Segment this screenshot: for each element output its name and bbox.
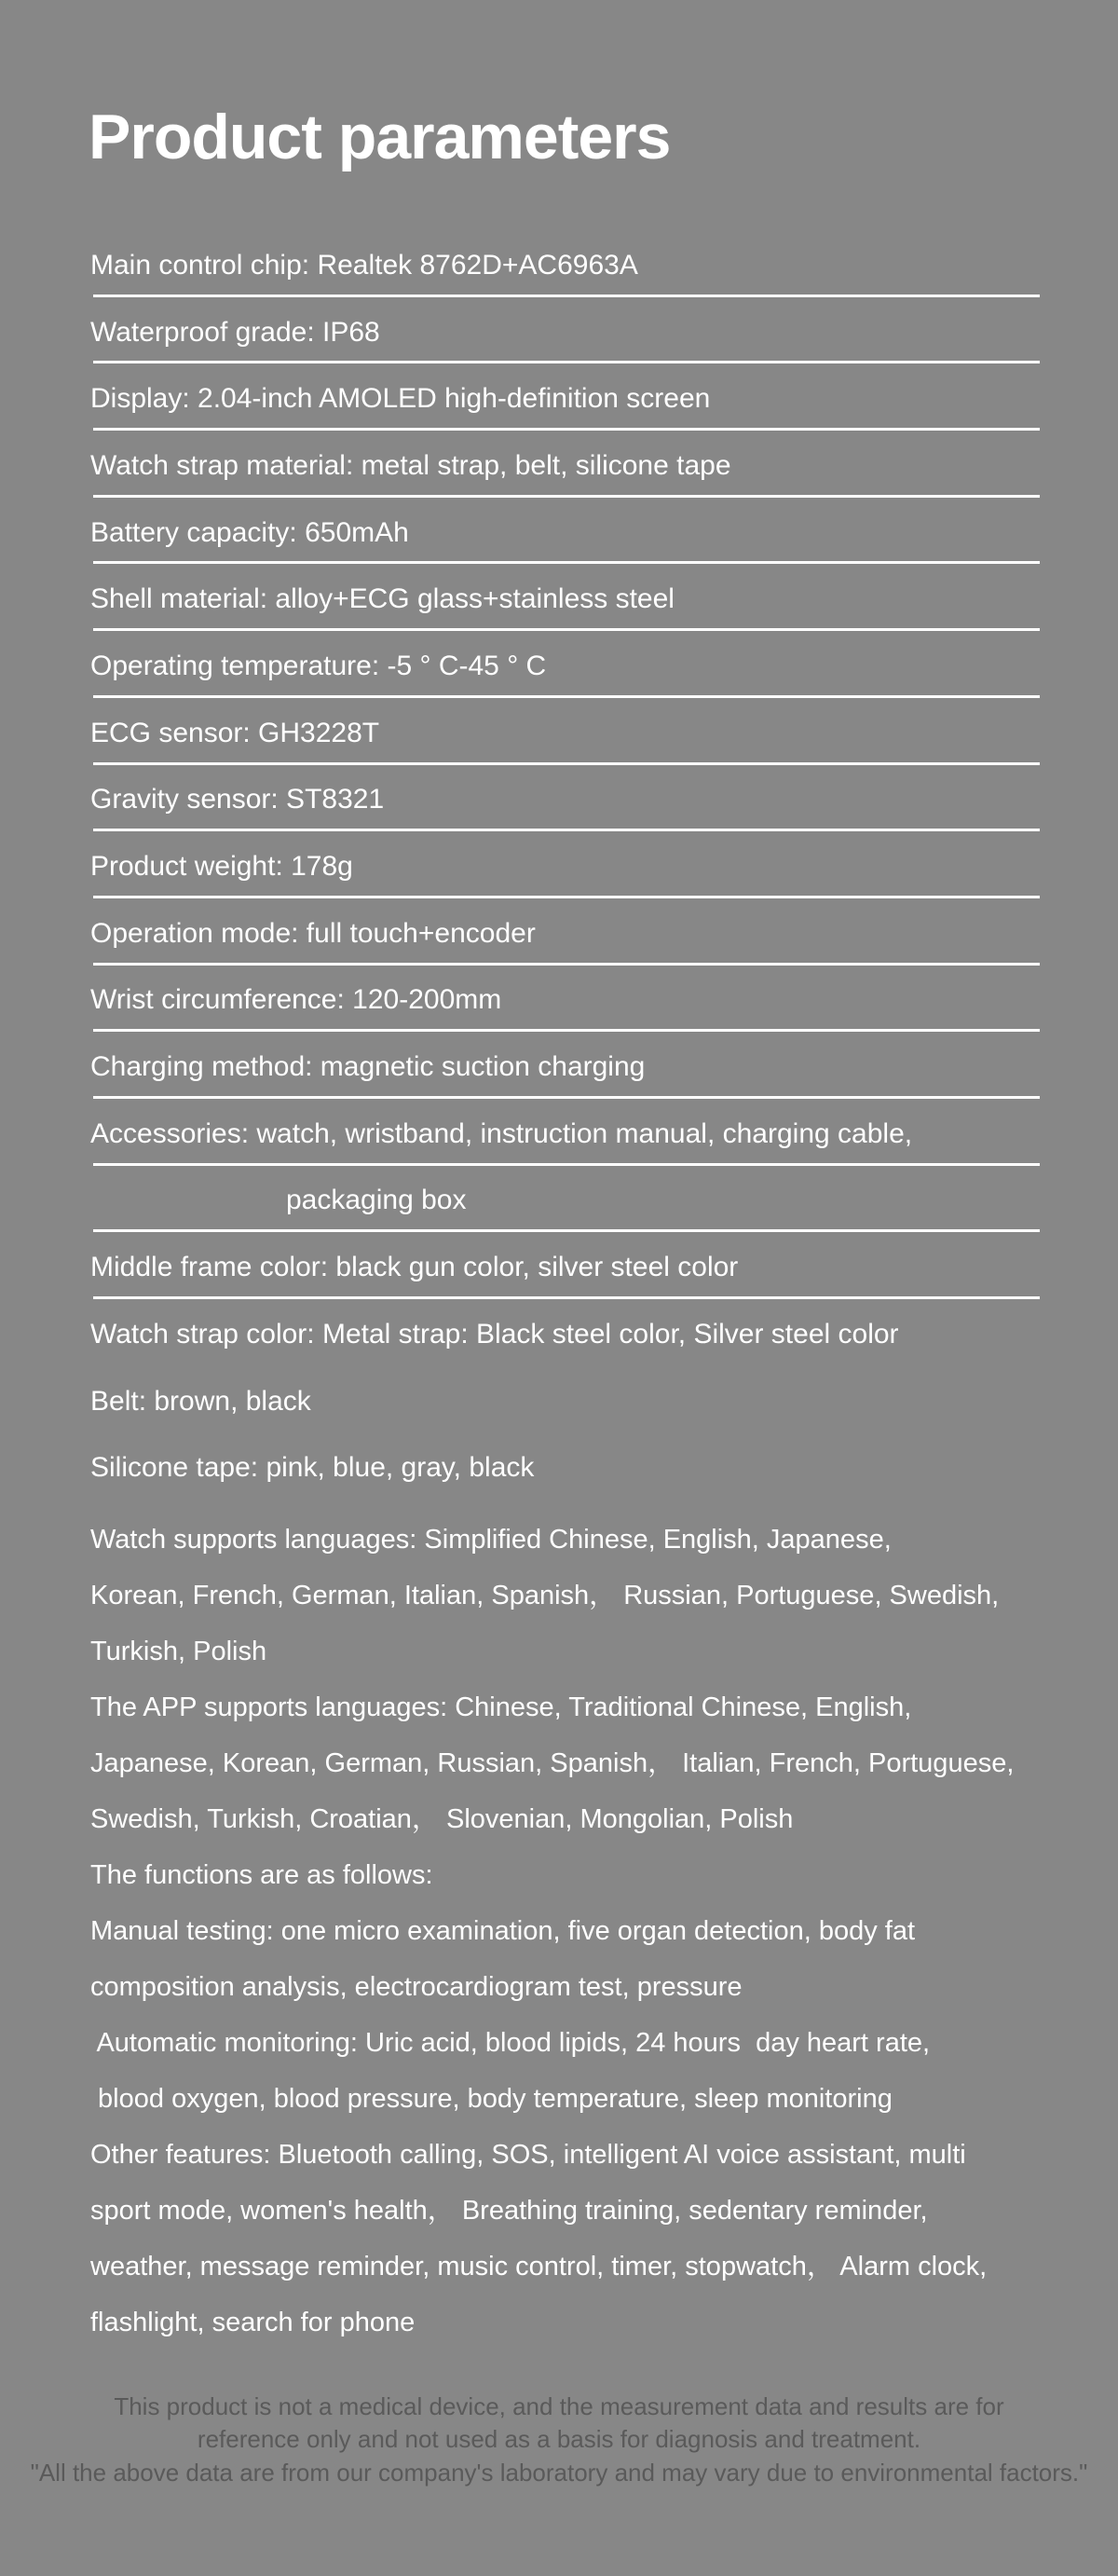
- divider-line: [93, 1029, 1040, 1032]
- spec-text: ECG sensor: GH3228T: [90, 717, 380, 748]
- spec-row: [0, 232, 1118, 299]
- spec-text: Battery capacity: 650mAh: [90, 516, 409, 548]
- spec-text: Silicone tape: pink, blue, gray, black: [90, 1452, 535, 1484]
- spec-text: Operation mode: full touch+encoder: [90, 917, 536, 949]
- spec-text: Shell material: alloy+ECG glass+stainless steel: [90, 583, 675, 615]
- spec-row: [0, 767, 1118, 834]
- divider-line: [93, 1296, 1040, 1299]
- divider-line: [93, 896, 1040, 898]
- spec-row: [0, 1101, 1118, 1168]
- divider-line: [93, 361, 1040, 363]
- disclaimer-block: [0, 2391, 1118, 2489]
- spec-row: [0, 700, 1118, 767]
- detail-line: Automatic monitoring: Uric acid, blood lipids, 24 hours day heart rate,: [90, 2028, 931, 2058]
- divider-line: [93, 963, 1040, 966]
- spec-text: Watch strap color: Metal strap: Black steel color, Silver steel color: [90, 1318, 899, 1350]
- spec-row: [0, 299, 1118, 366]
- divider-line: [93, 762, 1040, 765]
- spec-row: [0, 1301, 1118, 1368]
- spec-text: Middle frame color: black gun color, silver steel color: [90, 1252, 739, 1283]
- divider-line: [93, 1229, 1040, 1232]
- spec-row: [0, 633, 1118, 700]
- spec-row: [0, 1234, 1118, 1301]
- spec-row: [0, 1034, 1118, 1101]
- spec-text: packaging box: [286, 1185, 467, 1216]
- detail-line: Other features: Bluetooth calling, SOS, intelligent AI voice assistant, multi: [90, 2140, 966, 2170]
- spec-row: [0, 1434, 1118, 1501]
- divider-line: [93, 695, 1040, 698]
- divider-line: [93, 1163, 1040, 1166]
- spec-row: [0, 900, 1118, 967]
- spec-row: [0, 1368, 1118, 1435]
- spec-text: Display: 2.04-inch AMOLED high-definition screen: [90, 383, 711, 415]
- detail-line: The functions are as follows:: [90, 1860, 433, 1890]
- detail-line: Korean, French, German, Italian, Spanish， Russian, Portuguese, Swedish,: [90, 1581, 1000, 1610]
- disclaimer-line: reference only and not used as a basis for diagnosis and treatment.: [197, 2425, 921, 2454]
- spec-text: Operating temperature: -5 ° C-45 ° C: [90, 650, 547, 681]
- spec-row: [0, 500, 1118, 567]
- detail-line: Japanese, Korean, German, Russian, Spanish， Italian, French, Portuguese,: [90, 1748, 1015, 1778]
- detail-line: Turkish, Polish: [90, 1637, 267, 1666]
- detail-line: blood oxygen, blood pressure, body temperature, sleep monitoring: [90, 2084, 893, 2114]
- spec-text: Belt: brown, black: [90, 1385, 311, 1417]
- spec-text: Waterproof grade: IP68: [90, 316, 380, 348]
- spec-text: Charging method: magnetic suction charging: [90, 1051, 646, 1083]
- spec-row: [0, 833, 1118, 900]
- spec-text: Accessories: watch, wristband, instruction manual, charging cable,: [90, 1117, 913, 1149]
- detail-line: Manual testing: one micro examination, five organ detection, body fat: [90, 1916, 916, 1946]
- detail-line: sport mode, women's health， Breathing training, sedentary reminder,: [90, 2196, 928, 2226]
- divider-line: [93, 495, 1040, 498]
- disclaimer-line: This product is not a medical device, and the measurement data and results are for: [114, 2392, 1004, 2420]
- spec-row: [0, 432, 1118, 500]
- divider-line: [93, 1096, 1040, 1099]
- disclaimer-line: "All the above data are from our company's laboratory and may vary due to environmental factors.": [30, 2458, 1088, 2487]
- divider-line: [93, 295, 1040, 297]
- spec-text: Gravity sensor: ST8321: [90, 784, 385, 815]
- spec-row: [0, 365, 1118, 432]
- spec-list: [0, 232, 1118, 1501]
- detail-line: The APP supports languages: Chinese, Traditional Chinese, English,: [90, 1692, 912, 1722]
- divider-line: [93, 561, 1040, 564]
- divider-line: [93, 829, 1040, 831]
- spec-text: Product weight: 178g: [90, 851, 353, 883]
- spec-text: Main control chip: Realtek 8762D+AC6963A: [90, 249, 638, 281]
- detail-line: flashlight, search for phone: [90, 2308, 416, 2337]
- page-title: Product parameters: [89, 102, 671, 172]
- divider-line: [93, 428, 1040, 431]
- spec-row: [0, 967, 1118, 1035]
- spec-text: Wrist circumference: 120-200mm: [90, 984, 502, 1016]
- detail-line: Watch supports languages: Simplified Chinese, English, Japanese,: [90, 1525, 892, 1555]
- spec-row: [0, 566, 1118, 633]
- language-and-functions-block: [90, 1512, 1092, 2350]
- spec-row: [0, 1168, 1118, 1235]
- detail-line: weather, message reminder, music control, timer, stopwatch， Alarm clock,: [90, 2252, 988, 2281]
- detail-line: composition analysis, electrocardiogram test, pressure: [90, 1972, 743, 2002]
- divider-line: [93, 628, 1040, 631]
- detail-line: Swedish, Turkish, Croatian， Slovenian, Mongolian, Polish: [90, 1804, 794, 1834]
- spec-text: Watch strap material: metal strap, belt, silicone tape: [90, 449, 731, 481]
